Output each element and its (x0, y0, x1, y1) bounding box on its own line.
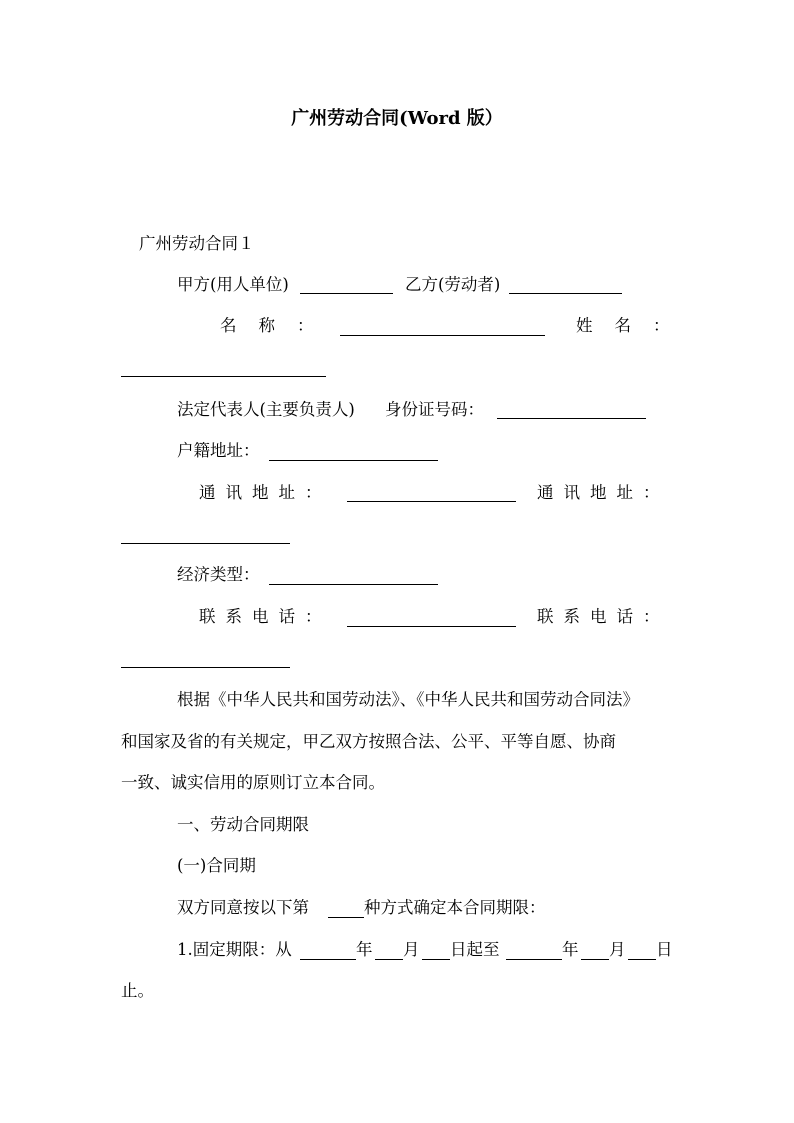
end-year-label: 年 (562, 940, 579, 959)
start-day-label: 日起至 (450, 940, 500, 959)
end-day-blank[interactable] (628, 958, 656, 960)
end-month-blank[interactable] (581, 958, 609, 960)
name-label-right: 姓名： (576, 316, 692, 335)
household-blank[interactable] (269, 459, 438, 461)
name-blank-left[interactable] (340, 334, 545, 336)
phone-blank-right[interactable] (121, 666, 290, 668)
start-month-blank[interactable] (375, 958, 403, 960)
start-month-label: 月 (403, 940, 420, 959)
section-1-heading: 一、劳动合同期限 (177, 815, 309, 834)
document-title: 广州劳动合同(Word 版） (291, 108, 503, 129)
address-blank-left[interactable] (347, 500, 516, 502)
term-text-a: 双方同意按以下第 (177, 898, 309, 917)
household-label: 户籍地址： (177, 441, 260, 460)
fixed-term-end: 止。 (121, 981, 154, 1000)
address-label-right: 通讯地址： (537, 483, 670, 502)
party-a-label: 甲方(用人单位) (177, 275, 289, 294)
name-blank-right[interactable] (121, 375, 326, 377)
subsection-1-heading: (一)合同期 (177, 856, 256, 875)
term-option-blank[interactable] (328, 916, 364, 918)
id-blank[interactable] (497, 417, 646, 419)
end-day-label: 日 (656, 940, 673, 959)
party-a-blank[interactable] (300, 292, 393, 294)
address-label-left: 通讯地址： (199, 483, 332, 502)
phone-label-left: 联系电话： (199, 607, 332, 626)
end-month-label: 月 (609, 940, 626, 959)
phone-blank-left[interactable] (347, 625, 516, 627)
address-blank-right[interactable] (121, 542, 290, 544)
start-year-label: 年 (356, 940, 373, 959)
name-label-left: 名称： (220, 316, 336, 335)
fixed-term-text: 1.固定期限：从 (177, 940, 292, 959)
phone-label-right: 联系电话： (537, 607, 670, 626)
start-year-blank[interactable] (300, 958, 356, 960)
legal-rep-label: 法定代表人(主要负责人) (177, 400, 355, 419)
term-text-b: 种方式确定本合同期限： (364, 898, 546, 917)
economy-blank[interactable] (269, 583, 438, 585)
economy-label: 经济类型： (177, 565, 260, 584)
section-heading: 广州劳动合同１ (139, 234, 255, 253)
start-day-blank[interactable] (422, 958, 450, 960)
party-b-label: 乙方(劳动者) (405, 275, 501, 294)
paragraph-line-2: 和国家及省的有关规定，甲乙双方按照合法、公平、平等自愿、协商 (121, 732, 616, 751)
paragraph-line-1: 根据《中华人民共和国劳动法》、《中华人民共和国劳动合同法》 (177, 690, 639, 709)
paragraph-line-3: 一致、诚实信用的原则订立本合同。 (121, 773, 385, 792)
end-year-blank[interactable] (506, 958, 562, 960)
id-label: 身份证号码： (385, 400, 484, 419)
party-b-blank[interactable] (509, 292, 622, 294)
